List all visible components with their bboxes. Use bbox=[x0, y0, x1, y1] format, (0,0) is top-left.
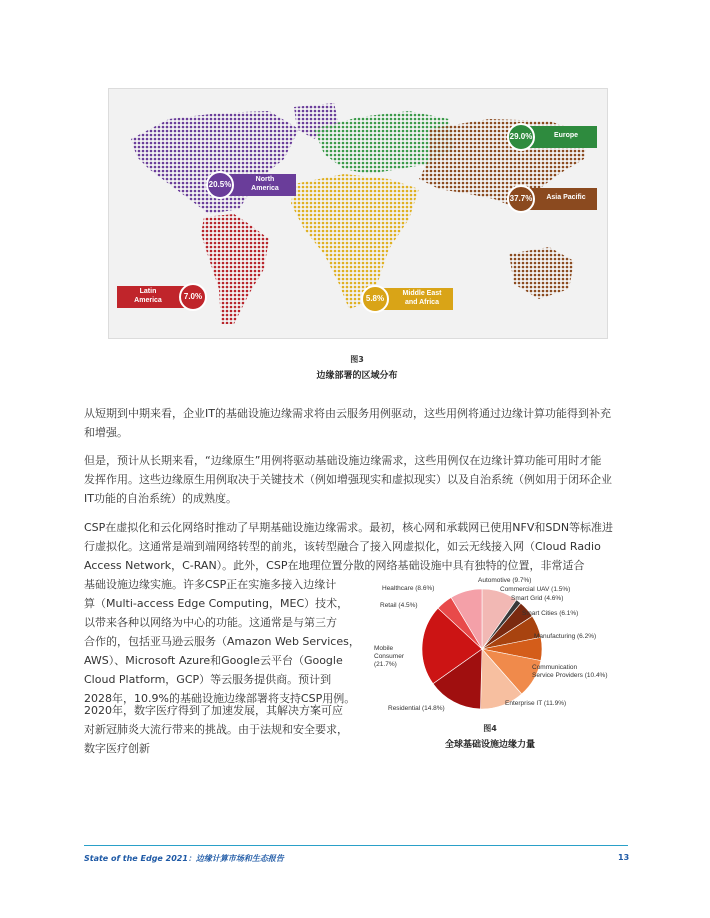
p2-line-3: IT功能的自治系统）的成熟度。 bbox=[84, 492, 237, 505]
p2-line-1: 但是，预计从长期来看，“边缘原生”用例将驱动基础设施边缘需求，这些用例仅在边缘计算功能可用时才能 bbox=[84, 454, 602, 467]
p1-line-1: 从短期到中期来看，企业IT的基础设施边缘需求将由云服务用例驱动，这些用例将通过边缘计算功能得到补充 bbox=[84, 407, 611, 420]
p3-line-7: 合作的，包括亚马逊云服务（Amazon Web Services， bbox=[84, 635, 360, 648]
pie-label-2: Smart Grid (4.6%) bbox=[511, 595, 564, 602]
p3-line-2: 行虚拟化。这通常是端到端网络转型的前兆，该转型融合了接入网虚拟化，如云无线接入网（Cloud Radio bbox=[84, 540, 601, 553]
pie-label-8: Mobile Consumer (21.7%) bbox=[374, 645, 404, 668]
p3-line-4: 基础设施边缘实施。许多CSP正在实施多接入边缘计 bbox=[84, 578, 337, 591]
badge-latin-america bbox=[117, 283, 207, 311]
p3-line-6: 以带来各种以网络为中心的功能。这通常是与第三方 bbox=[84, 616, 337, 629]
australia-shape bbox=[509, 247, 574, 299]
badge-asia-pacific-value: 37.7% bbox=[509, 194, 533, 203]
p4-line-2: 对新冠肺炎大流行带来的挑战。由于法规和安全要求， bbox=[84, 723, 348, 736]
figure4-number: 图4 bbox=[483, 724, 497, 733]
badge-mea-name1: Middle East bbox=[402, 290, 442, 297]
badge-mea-value: 5.8% bbox=[365, 294, 385, 303]
paragraph-2 bbox=[84, 451, 628, 508]
p3-line-3: Access Network，C-RAN）。此外，CSP在地理位置分散的网络基础设施中具有独特的位置，非常适合 bbox=[84, 559, 585, 572]
p3-line-10: 2028年，10.9%的基础设施边缘部署将支持CSP用例。 bbox=[84, 692, 356, 705]
page-number: 13 bbox=[618, 853, 630, 862]
p3-line-8: AWS）、Microsoft Azure和Google云平台（Google bbox=[84, 654, 343, 667]
pie-label-9: Retail (4.5%) bbox=[380, 602, 418, 609]
pie-label-7: Residential (14.8%) bbox=[388, 705, 445, 712]
badge-latin-america-name2: America bbox=[134, 297, 162, 304]
figure3-title: 边缘部署的区域分布 bbox=[316, 371, 398, 381]
badge-north-america-name2: America bbox=[251, 185, 279, 192]
figure4-title: 全球基础设施边缘力量 bbox=[444, 740, 535, 750]
badge-europe-value: 29.0% bbox=[509, 132, 533, 141]
pie-label-10: Healthcare (8.6%) bbox=[382, 585, 435, 592]
badge-latin-america-value: 7.0% bbox=[183, 292, 203, 301]
badge-europe bbox=[507, 123, 597, 151]
badge-mea-name2: and Africa bbox=[405, 299, 439, 306]
edge-pie-chart bbox=[370, 574, 630, 724]
pie-label-0: Automotive (9.7%) bbox=[478, 577, 532, 584]
p3-line-1: CSP在虚拟化和云化网络时推动了早期基础设施边缘需求。最初，核心网和承载网已使用NFV和SDN等标准进 bbox=[84, 521, 614, 534]
pie-label-6: Enterprise IT (11.9%) bbox=[505, 700, 567, 707]
footer-divider bbox=[84, 845, 628, 846]
figure3-number: 图3 bbox=[350, 355, 364, 364]
latin-america-shape bbox=[201, 214, 269, 324]
pie-label-1: Commercial UAV (1.5%) bbox=[500, 586, 571, 593]
p3-line-9: Cloud Platform，GCP）等云服务提供商。预计到 bbox=[84, 673, 332, 686]
p2-line-2: 发挥作用。这些边缘原生用例取决于关键技术（例如增强现实和虚拟现实）以及自治系统（例如用于闭环企业 bbox=[84, 473, 612, 486]
pie-label-3: Smart Cities (6.1%) bbox=[522, 610, 579, 617]
pie-label-4: Manufacturing (6.2%) bbox=[534, 633, 597, 640]
world-map-figure bbox=[108, 88, 608, 339]
badge-europe-name1: Europe bbox=[553, 132, 579, 139]
p1-line-2: 和增强。 bbox=[84, 426, 128, 439]
p4-line-3: 数字医疗创新 bbox=[84, 742, 150, 755]
badge-asia-pacific bbox=[507, 185, 597, 213]
badge-north-america bbox=[206, 171, 296, 199]
p3-line-5: 算（Multi-access Edge Computing，MEC）技术， bbox=[84, 597, 349, 610]
pie-label-5: Communication Service Providers (10.4%) bbox=[532, 664, 608, 679]
badge-middle-east-africa bbox=[361, 285, 453, 313]
badge-latin-america-name1: Latin bbox=[139, 288, 157, 295]
badge-asia-pacific-name1: Asia Pacific bbox=[546, 194, 586, 201]
badge-north-america-value: 20.5% bbox=[208, 180, 232, 189]
badge-north-america-name1: North bbox=[255, 176, 275, 183]
paragraph-4 bbox=[84, 701, 374, 758]
footer-title: State of the Edge 2021：边缘计算市场和生态报告 bbox=[84, 854, 284, 863]
paragraph-1 bbox=[84, 404, 628, 442]
p4-line-1: 2020年，数字医疗得到了加速发展，其解决方案可应 bbox=[84, 704, 343, 717]
